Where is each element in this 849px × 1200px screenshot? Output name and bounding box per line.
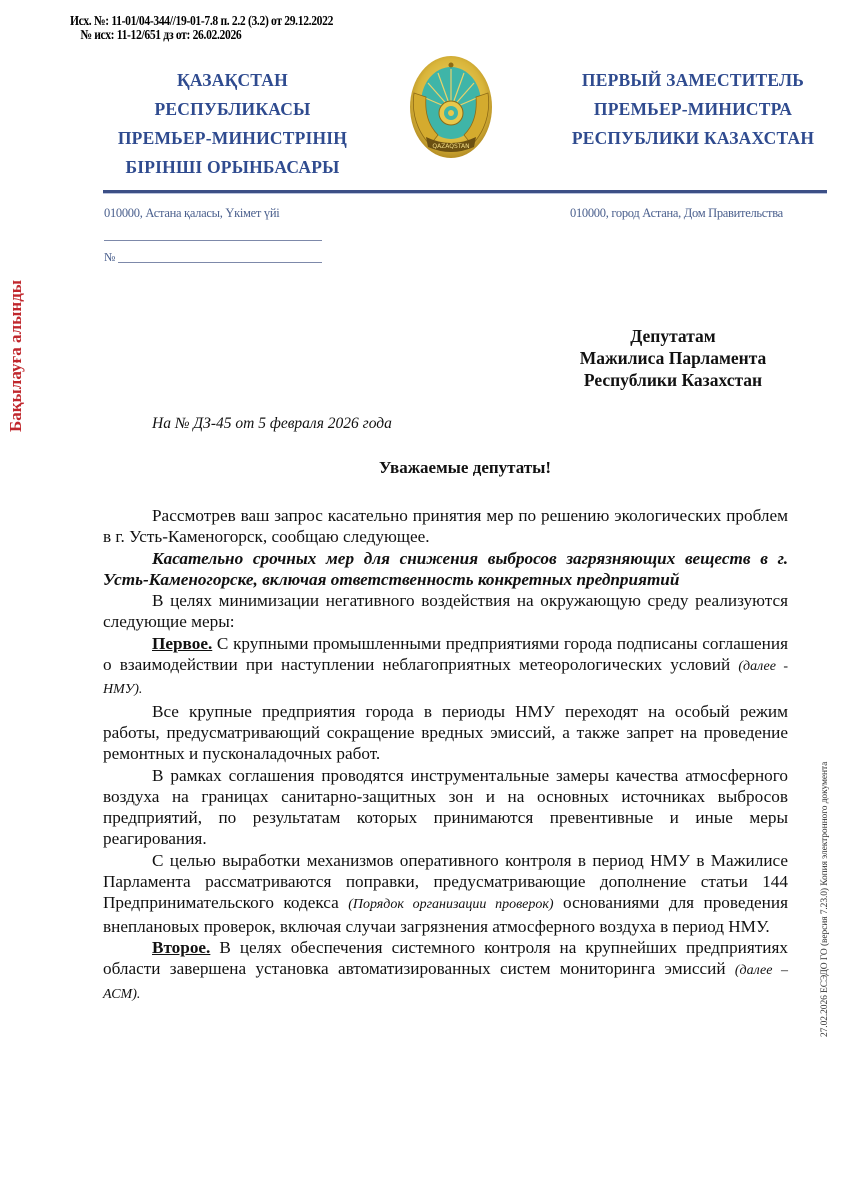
registration-stamp — [70, 14, 333, 42]
letterhead-ru-line: ПЕРВЫЙ ЗАМЕСТИТЕЛЬ — [581, 70, 805, 90]
first-text: С крупными промышленными предприятиями города подписаны соглашения о взаимодействии при наступлении неблагоприятных метеорологических условий — [103, 633, 788, 675]
addressee-line: Республики Казахстан — [583, 370, 763, 390]
reference-line: На № ДЗ-45 от 5 февраля 2026 года — [152, 415, 392, 432]
letterhead-kazakh — [100, 66, 365, 182]
state-emblem-icon — [408, 53, 494, 161]
greeting: Уважаемые депутаты! — [378, 458, 552, 477]
addressee-line: Депутатам — [630, 326, 716, 346]
incoming-number: № исх: 11-12/651 дз от: 26.02.2026 — [80, 27, 242, 42]
first-label: Первое. — [152, 633, 213, 653]
first-measure-paragraph — [103, 633, 788, 701]
control-paragraph — [103, 850, 788, 937]
addressee-block — [540, 325, 806, 391]
nmu-mode-paragraph: Все крупные предприятия города в периоды НМУ переходят на особый режим работы, предусматривающий сокращение вредных эмиссий, а также запрет на проведение ремонтных и пусконаладочных работ. — [103, 701, 788, 764]
second-measure-paragraph — [103, 937, 788, 1005]
second-note: (далее – АСМ). — [103, 963, 788, 1002]
letterhead-divider — [103, 190, 827, 193]
control-stamp: Бақылауға алынды — [6, 279, 25, 432]
addressee-line: Мажилиса Парламента — [579, 348, 767, 368]
intro-paragraph: Рассмотрев ваш запрос касательно принятия мер по решению экологических проблем в г. Усть-Каменогорск, сообщаю следующее. — [103, 506, 788, 547]
second-text: В целях обеспечения системного контроля на крупнейших предприятиях области завершена установка автоматизированных систем мониторинга эмиссий — [103, 937, 788, 979]
edo-copy-note: 27.02.2026 ЕСЭДО ГО (версия 7.23.0) Копия электронного документа — [820, 761, 830, 1037]
date-blank-line — [104, 240, 322, 241]
control-note: (Порядок организации проверок) — [348, 897, 554, 913]
letterhead-russian — [568, 66, 818, 153]
control-text-a: С целью выработки механизмов оперативного контроля в период НМУ в Мажилисе Парламента рассматриваются поправки, предусматривающие дополнение статьи 144 Предпринимательского кодекса — [103, 850, 788, 913]
address-kazakh: 010000, Астана қаласы, Үкімет үйі — [104, 206, 280, 220]
letterhead-ru-line: РЕСПУБЛИКИ КАЗАХСТАН — [571, 128, 815, 148]
second-label: Второе. — [152, 937, 211, 957]
letterhead-kz-line: ҚАЗАҚСТАН РЕСПУБЛИКАСЫ — [154, 70, 311, 119]
address-russian: 010000, город Астана, Дом Правительства — [570, 206, 783, 220]
emblem-label: QAZAQSTAN — [432, 143, 470, 150]
outgoing-number: Исх. №: 11-01/04-344//19-01-7.8 п. 2.2 (3.2) от 29.12.2022 — [70, 13, 334, 28]
number-label: № — [104, 250, 116, 264]
number-blank-line — [118, 262, 322, 263]
subheading: Касательно срочных мер для снижения выбросов загрязняющих веществ в г. Усть-Каменогорске, включая ответственность конкретных предприятий — [103, 548, 788, 589]
letter-body — [103, 505, 788, 1005]
letterhead-kz-line: ПРЕМЬЕР-МИНИСТРІНІҢ — [117, 128, 348, 148]
first-note: (далее - НМУ). — [103, 659, 788, 698]
measurements-paragraph: В рамках соглашения проводятся инструментальные замеры качества атмосферного воздуха на границах санитарно-защитных зон и на основных источниках выбросов предприятий, по результатам которых принимаются превентивные и иные меры реагирования. — [103, 765, 788, 849]
letterhead-kz-line: БІРІНШІ ОРЫНБАСАРЫ — [125, 157, 340, 177]
control-text-b: основаниями для проведения внеплановых проверок, включая случаи загрязнения атмосферного воздуха в период НМУ. — [103, 893, 788, 936]
measures-intro-paragraph: В целях минимизации негативного воздействия на окружающую среду реализуются следующие меры: — [103, 591, 788, 632]
letterhead-ru-line: ПРЕМЬЕР-МИНИСТРА — [593, 99, 793, 119]
